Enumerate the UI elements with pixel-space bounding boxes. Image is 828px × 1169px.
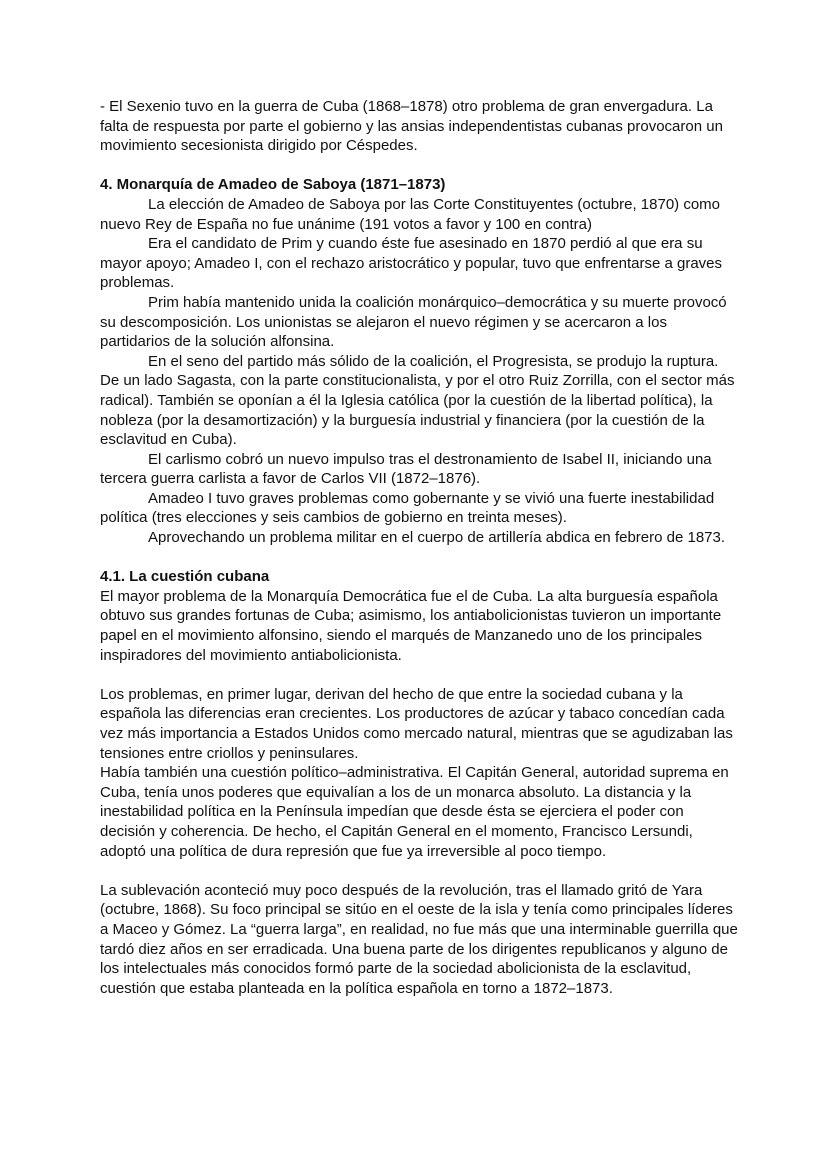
section-4-heading: 4. Monarquía de Amadeo de Saboya (1871–1873) [100, 176, 446, 194]
document-page [100, 97, 740, 998]
spacer [100, 665, 740, 685]
spacer [100, 861, 740, 881]
section-4-paragraph-6: Amadeo I tuvo graves problemas como gobernante y se vivió una fuerte inestabilidad política (tres elecciones y seis cambios de gobierno en treinta meses). [100, 489, 715, 527]
section-4-1-paragraph-1: El mayor problema de la Monarquía Democrática fue el de Cuba. La alta burguesía española obtuvo sus grandes fortunas de Cuba; asimismo, los antiabolicionistas tuvieron un importante papel en el movimiento alfonsino, siendo el marqués de Manzanedo uno de los principales inspiradores del movimiento antiabolicionista. [100, 587, 722, 664]
spacer [100, 548, 740, 568]
section-4-paragraph-7: Aprovechando un problema militar en el cuerpo de artillería abdica en febrero de 1873. [148, 529, 726, 547]
section-4-paragraph-5: El carlismo cobró un nuevo impulso tras el destronamiento de Isabel II, iniciando una tercera guerra carlista a favor de Carlos VII (1872–1876). [100, 450, 712, 488]
section-4-paragraph-3: Prim había mantenido unida la coalición monárquico–democrática y su muerte provocó su descomposición. Los unionistas se alejaron el nuevo régimen y se acercaron a los partidarios de la solución alfonsina. [100, 293, 727, 351]
section-4-1-heading: 4.1. La cuestión cubana [100, 568, 270, 586]
section-4-paragraph-1: La elección de Amadeo de Saboya por las Corte Constituyentes (octubre, 1870) como nuevo Rey de España no fue unánime (191 votos a favor y 100 en contra) [100, 195, 721, 233]
section-4-1-paragraph-2: Los problemas, en primer lugar, derivan del hecho de que entre la sociedad cubana y la española las diferencias eran crecientes. Los productores de azúcar y tabaco concedían cada vez más importancia a Estados Unidos como mercado natural, mientras que se agudizaban las tensiones entre criollos y peninsulares. [100, 685, 733, 762]
section-4-paragraph-4: En el seno del partido más sólido de la coalición, el Progresista, se produjo la ruptura. De un lado Sagasta, con la parte constitucionalista, y por el otro Ruiz Zorrilla, con el sector más radical). También se oponían a él la Iglesia católica (por la cuestión de la libertad política), la nobleza (por la desamortización) y la burguesía industrial y financiera (por la cuestión de la esclavitud en Cuba). [100, 352, 735, 449]
spacer [100, 156, 740, 176]
intro-paragraph: - El Sexenio tuvo en la guerra de Cuba (1868–1878) otro problema de gran envergadura. La falta de respuesta por parte el gobierno y las ansias independentistas cubanas provocaron un movimiento secesionista dirigido por Céspedes. [100, 98, 723, 155]
section-4-paragraph-2: Era el candidato de Prim y cuando éste fue asesinado en 1870 perdió al que era su mayor apoyo; Amadeo I, con el rechazo aristocrático y popular, tuvo que enfrentarse a graves problemas. [100, 235, 723, 292]
section-4-1-paragraph-4: La sublevación aconteció muy poco después de la revolución, tras el llamado gritó de Yara (octubre, 1868). Su foco principal se sitúo en el oeste de la isla y tenía como principales líderes a Maceo y Gómez. La “guerra larga”, en realidad, no fue más que una interminable guerrilla que tardó diez años en ser erradicada. Una buena parte de los dirigentes republicanos y alguno de los intelectuales más conocidos formó parte de la sociedad abolicionista de la esclavitud, cuestión que estaba planteada en la política española en torno a 1872–1873. [100, 881, 738, 997]
section-4-1-paragraph-3: Había también una cuestión político–administrativa. El Capitán General, autoridad suprema en Cuba, tenía unos poderes que equivalían a los de un monarca absoluto. La distancia y la inestabilidad política en la Península impedían que desde ésta se ejerciera el poder con decisión y coherencia. De hecho, el Capitán General en el momento, Francisco Lersundi, adoptó una política de dura represión que fue ya irreversible al poco tiempo. [100, 764, 729, 860]
